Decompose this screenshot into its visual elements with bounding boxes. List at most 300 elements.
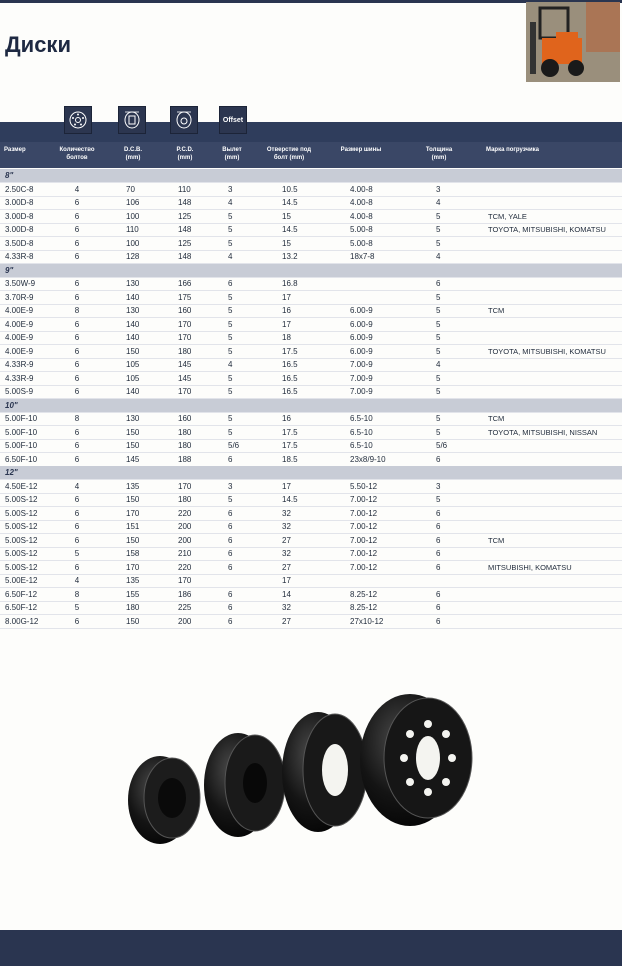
- cell-dcb: 140: [126, 319, 140, 329]
- cell-dcb: 100: [126, 211, 140, 221]
- cell-size: 3.00D-8: [5, 225, 34, 234]
- cell-size: 6.50F-12: [5, 603, 38, 612]
- cell-offset: 5: [228, 414, 233, 423]
- cell-dcb: 100: [126, 238, 140, 248]
- cell-dcb: 150: [126, 346, 140, 356]
- cell-dcb: 70: [126, 184, 135, 194]
- table-row: [0, 534, 622, 548]
- cell-offset: 5: [228, 225, 233, 234]
- header-thick: Толщина (mm): [425, 147, 453, 161]
- cell-hole: 32: [282, 549, 291, 558]
- cell-dcb: 130: [126, 414, 140, 423]
- cell-pcd: 220: [178, 508, 192, 518]
- cell-bolts: 6: [74, 211, 80, 221]
- group-header-row: [0, 466, 622, 480]
- cell-thick: 5: [436, 495, 441, 504]
- cell-bolts: 6: [74, 252, 80, 261]
- cell-offset: 5: [228, 495, 233, 504]
- cell-bolts: 5: [74, 549, 80, 558]
- cell-hole: 18: [282, 333, 291, 342]
- cell-offset: 6: [228, 549, 233, 558]
- cell-thick: 5: [436, 346, 441, 356]
- cell-hole: 15: [282, 238, 291, 248]
- cell-tire: 7.00-12: [350, 549, 378, 558]
- cell-tire: 18x7-8: [350, 252, 375, 261]
- cell-hole: 17: [282, 576, 291, 585]
- table-row: [0, 412, 622, 426]
- cell-offset: 5: [228, 292, 233, 302]
- cell-offset: 5: [228, 373, 233, 383]
- cell-offset: 5: [228, 346, 233, 356]
- cell-size: 4.33R-9: [5, 373, 34, 383]
- cell-size: 4.00E-9: [5, 319, 34, 329]
- cell-tire: 6.5-10: [350, 427, 373, 437]
- cell-bolts: 6: [74, 198, 80, 207]
- cell-size: 4.00E-9: [5, 333, 34, 342]
- table-row: [0, 372, 622, 386]
- header-offset: Вылет (mm): [222, 147, 242, 161]
- cell-tire: 23x8/9-10: [350, 454, 386, 464]
- table-row: [0, 439, 622, 453]
- cell-size: 6.50F-12: [5, 589, 38, 599]
- cell-thick: 6: [436, 562, 441, 572]
- cell-hole: 14.5: [282, 225, 298, 234]
- cell-tire: 8.25-12: [350, 603, 378, 612]
- cell-bolts: 6: [74, 562, 80, 572]
- cell-thick: 5/6: [436, 441, 448, 450]
- cell-thick: 5: [436, 292, 441, 302]
- cell-dcb: 140: [126, 333, 140, 342]
- table-row: [0, 453, 622, 467]
- cell-hole: 27: [282, 562, 291, 572]
- table-row: [0, 196, 622, 210]
- cell-pcd: 225: [178, 603, 192, 612]
- cell-dcb: 130: [126, 306, 140, 315]
- cell-tire: 5.00-8: [350, 238, 373, 248]
- center-bore-icon: [118, 106, 146, 134]
- cell-offset: 5: [228, 333, 233, 342]
- cell-offset: 5: [228, 319, 233, 329]
- cell-offset: 6: [228, 589, 233, 599]
- cell-thick: 6: [436, 454, 441, 464]
- cell-pcd: 220: [178, 562, 192, 572]
- wheels-photo: [120, 690, 510, 870]
- cell-bolts: 4: [74, 576, 80, 585]
- cell-hole: 17.5: [282, 441, 298, 450]
- table-row: [0, 520, 622, 534]
- cell-pcd: 186: [178, 589, 192, 599]
- cell-brand: TOYOTA, MITSUBISHI, NISSAN: [488, 427, 598, 437]
- cell-size: 5.00E-12: [5, 576, 38, 585]
- cell-pcd: 125: [178, 238, 192, 248]
- cell-dcb: 140: [126, 387, 140, 396]
- cell-thick: 5: [436, 414, 441, 423]
- cell-size: 5.00S-12: [5, 549, 38, 558]
- table-row: [0, 345, 622, 359]
- cell-tire: 7.00-9: [350, 360, 373, 369]
- cell-offset: 6: [228, 454, 233, 464]
- cell-tire: 7.00-9: [350, 387, 373, 396]
- cell-dcb: 105: [126, 373, 140, 383]
- cell-thick: 4: [436, 360, 441, 369]
- group-label: 10": [5, 400, 18, 410]
- cell-size: 5.00S-12: [5, 522, 38, 531]
- cell-hole: 17.5: [282, 427, 298, 437]
- cell-tire: 4.00-8: [350, 184, 373, 194]
- cell-thick: 5: [436, 306, 441, 315]
- table-row: [0, 547, 622, 561]
- cell-tire: 4.00-8: [350, 211, 373, 221]
- page-title: Диски: [5, 32, 71, 57]
- cell-thick: 6: [436, 549, 441, 558]
- cell-size: 5.00S-12: [5, 535, 38, 545]
- table-row: [0, 223, 622, 237]
- cell-bolts: 6: [74, 319, 80, 329]
- cell-pcd: 160: [178, 414, 192, 423]
- cell-dcb: 135: [126, 576, 140, 585]
- cell-hole: 32: [282, 522, 291, 531]
- cell-size: 4.50E-12: [5, 481, 38, 491]
- cell-bolts: 8: [74, 414, 80, 423]
- cell-thick: 5: [436, 238, 441, 248]
- cell-hole: 14.5: [282, 495, 298, 504]
- cell-hole: 17: [282, 319, 291, 329]
- cell-thick: 4: [436, 252, 441, 261]
- table-row: [0, 385, 622, 399]
- cell-dcb: 150: [126, 535, 140, 545]
- table-row: [0, 183, 622, 197]
- header-size: Размер: [4, 147, 26, 153]
- cell-hole: 18.5: [282, 454, 298, 464]
- cell-bolts: 6: [74, 238, 80, 248]
- table-row: [0, 210, 622, 224]
- cell-offset: 6: [228, 508, 233, 518]
- cell-dcb: 158: [126, 549, 140, 558]
- cell-bolts: 6: [74, 292, 80, 302]
- cell-dcb: 150: [126, 441, 140, 450]
- cell-dcb: 106: [126, 198, 140, 207]
- cell-bolts: 6: [74, 279, 80, 288]
- cell-tire: 5.00-8: [350, 225, 373, 234]
- cell-hole: 17.5: [282, 346, 298, 356]
- cell-offset: 5/6: [228, 441, 240, 450]
- table-row: [0, 277, 622, 291]
- cell-brand: TCM: [488, 535, 505, 545]
- cell-pcd: 200: [178, 522, 192, 531]
- cell-bolts: 6: [74, 495, 80, 504]
- cell-thick: 3: [436, 481, 441, 491]
- cell-pcd: 148: [178, 225, 192, 234]
- cell-pcd: 145: [178, 360, 192, 369]
- cell-bolts: 4: [74, 184, 80, 194]
- cell-dcb: 150: [126, 427, 140, 437]
- cell-hole: 17: [282, 292, 291, 302]
- cell-dcb: 150: [126, 616, 140, 626]
- cell-offset: 6: [228, 522, 233, 531]
- header-brand: Марка погрузчика: [486, 147, 539, 153]
- cell-tire: 27x10-12: [350, 616, 384, 626]
- cell-hole: 15: [282, 211, 291, 221]
- cell-bolts: 6: [74, 535, 80, 545]
- cell-dcb: 145: [126, 454, 140, 464]
- cell-tire: 6.5-10: [350, 441, 373, 450]
- cell-offset: 3: [228, 184, 233, 194]
- cell-hole: 16: [282, 414, 291, 423]
- cell-tire: 8.25-12: [350, 589, 378, 599]
- table-row: [0, 574, 622, 588]
- icons-band: [0, 122, 622, 142]
- table-row: [0, 507, 622, 521]
- cell-offset: 4: [228, 252, 233, 261]
- table-row: [0, 304, 622, 318]
- cell-size: 4.00E-9: [5, 346, 34, 356]
- cell-size: 5.00S-9: [5, 387, 34, 396]
- cell-offset: 6: [228, 279, 233, 288]
- cell-dcb: 155: [126, 589, 140, 599]
- bolt-pattern-icon: [64, 106, 92, 134]
- cell-size: 5.00F-10: [5, 427, 38, 437]
- table-row: [0, 426, 622, 440]
- header-pcd: P.C.D. (mm): [176, 147, 194, 161]
- cell-tire: 4.00-8: [350, 198, 373, 207]
- table-row: [0, 493, 622, 507]
- cell-pcd: 170: [178, 333, 192, 342]
- cell-hole: 16: [282, 306, 291, 315]
- cell-tire: 7.00-12: [350, 535, 378, 545]
- table-row: [0, 601, 622, 615]
- cell-bolts: 6: [74, 225, 80, 234]
- cell-size: 3.50W-9: [5, 279, 36, 288]
- group-header-row: [0, 264, 622, 278]
- cell-tire: 6.00-9: [350, 306, 373, 315]
- cell-offset: 5: [228, 387, 233, 396]
- table-row: [0, 561, 622, 575]
- cell-hole: 16.5: [282, 387, 298, 396]
- cell-pcd: 175: [178, 292, 192, 302]
- cell-pcd: 170: [178, 481, 192, 491]
- cell-thick: 5: [436, 427, 441, 437]
- group-label: 9": [5, 265, 14, 275]
- cell-tire: 5.50-12: [350, 481, 378, 491]
- table-row: [0, 615, 622, 629]
- cell-size: 4.00E-9: [5, 306, 34, 315]
- table-row: [0, 358, 622, 372]
- cell-pcd: 170: [178, 387, 192, 396]
- cell-dcb: 150: [126, 495, 140, 504]
- bottom-bar: [0, 930, 622, 966]
- cell-pcd: 200: [178, 616, 192, 626]
- cell-thick: 6: [436, 616, 441, 626]
- cell-thick: 6: [436, 603, 441, 612]
- cell-thick: 3: [436, 184, 441, 194]
- cell-thick: 5: [436, 333, 441, 342]
- cell-hole: 27: [282, 616, 291, 626]
- cell-hole: 16.8: [282, 279, 298, 288]
- header-dcb: D.C.B. (mm): [124, 147, 142, 161]
- cell-hole: 16.5: [282, 373, 298, 383]
- cell-thick: 6: [436, 522, 441, 531]
- cell-pcd: 170: [178, 319, 192, 329]
- header-bolts: Количество болтов: [59, 147, 95, 161]
- cell-offset: 6: [228, 562, 233, 572]
- cell-pcd: 166: [178, 279, 192, 288]
- cell-bolts: 6: [74, 373, 80, 383]
- cell-brand: TCM: [488, 306, 505, 315]
- cell-pcd: 145: [178, 373, 192, 383]
- cell-bolts: 6: [74, 360, 80, 369]
- offset-icon: [219, 106, 247, 134]
- cell-tire: 6.5-10: [350, 414, 373, 423]
- cell-tire: 6.00-9: [350, 333, 373, 342]
- cell-size: 6.50F-10: [5, 454, 38, 464]
- cell-pcd: 148: [178, 252, 192, 261]
- cell-pcd: 170: [178, 576, 192, 585]
- cell-size: 4.33R-8: [5, 252, 34, 261]
- cell-thick: 5: [436, 211, 441, 221]
- cell-tire: 7.00-12: [350, 508, 378, 518]
- group-header-row: [0, 399, 622, 413]
- cell-dcb: 180: [126, 603, 140, 612]
- cell-tire: 7.00-12: [350, 495, 378, 504]
- cell-hole: 14.5: [282, 198, 298, 207]
- cell-size: 5.00S-12: [5, 508, 38, 518]
- cell-bolts: 5: [74, 603, 80, 612]
- cell-dcb: 170: [126, 508, 140, 518]
- forklift-photo: [526, 2, 620, 82]
- cell-size: 5.00F-10: [5, 414, 38, 423]
- cell-bolts: 6: [74, 441, 80, 450]
- cell-bolts: 6: [74, 333, 80, 342]
- cell-hole: 32: [282, 508, 291, 518]
- group-label: 8": [5, 171, 14, 180]
- cell-size: 4.33R-9: [5, 360, 34, 369]
- cell-size: 5.00S-12: [5, 495, 38, 504]
- cell-offset: 6: [228, 535, 233, 545]
- cell-offset: 6: [228, 603, 233, 612]
- cell-dcb: 130: [126, 279, 140, 288]
- cell-pcd: 125: [178, 211, 192, 221]
- cell-offset: 5: [228, 238, 233, 248]
- cell-bolts: 6: [74, 616, 80, 626]
- cell-offset: 4: [228, 198, 233, 207]
- cell-size: 3.50D-8: [5, 238, 34, 248]
- cell-bolts: 4: [74, 481, 80, 491]
- cell-bolts: 6: [74, 346, 80, 356]
- cell-brand: TCM, YALE: [488, 211, 527, 221]
- cell-pcd: 148: [178, 198, 192, 207]
- cell-dcb: 128: [126, 252, 140, 261]
- table-row: [0, 237, 622, 251]
- table-row: [0, 291, 622, 305]
- cell-dcb: 170: [126, 562, 140, 572]
- cell-hole: 17: [282, 481, 291, 491]
- cell-size: 5.00F-10: [5, 441, 38, 450]
- cell-tire: 7.00-12: [350, 562, 378, 572]
- cell-offset: 5: [228, 211, 233, 221]
- cell-dcb: 140: [126, 292, 140, 302]
- cell-tire: 6.00-9: [350, 346, 373, 356]
- table-row: [0, 250, 622, 264]
- cell-hole: 13.2: [282, 252, 298, 261]
- cell-thick: 5: [436, 319, 441, 329]
- group-label: 12": [5, 468, 18, 477]
- cell-bolts: 6: [74, 508, 80, 518]
- cell-hole: 16.5: [282, 360, 298, 369]
- cell-hole: 10.5: [282, 184, 298, 194]
- cell-thick: 6: [436, 535, 441, 545]
- cell-dcb: 110: [126, 225, 139, 234]
- cell-bolts: 8: [74, 306, 80, 315]
- cell-pcd: 110: [178, 184, 191, 194]
- group-header-row: [0, 169, 622, 183]
- cell-brand: TCM: [488, 414, 505, 423]
- cell-offset: 4: [228, 360, 233, 369]
- cell-thick: 6: [436, 508, 441, 518]
- cell-pcd: 180: [178, 346, 192, 356]
- cell-bolts: 8: [74, 589, 80, 599]
- cell-offset: 6: [228, 616, 233, 626]
- pcd-icon: [170, 106, 198, 134]
- cell-tire: 7.00-12: [350, 522, 378, 531]
- cell-pcd: 200: [178, 535, 192, 545]
- cell-hole: 32: [282, 603, 291, 612]
- cell-thick: 6: [436, 279, 441, 288]
- cell-pcd: 180: [178, 495, 192, 504]
- cell-pcd: 160: [178, 306, 192, 315]
- cell-tire: 6.00-9: [350, 319, 373, 329]
- table-row: [0, 331, 622, 345]
- cell-bolts: 6: [74, 427, 80, 437]
- cell-size: 3.00D-8: [5, 198, 34, 207]
- cell-hole: 14: [282, 589, 291, 599]
- offset-icon-label: Offset: [222, 116, 244, 124]
- cell-pcd: 188: [178, 454, 192, 464]
- cell-hole: 27: [282, 535, 291, 545]
- cell-offset: 5: [228, 306, 233, 315]
- cell-brand: TOYOTA, MITSUBISHI, KOMATSU: [488, 346, 606, 356]
- cell-dcb: 151: [126, 522, 140, 531]
- cell-thick: 5: [436, 387, 441, 396]
- cell-thick: 6: [436, 589, 441, 599]
- cell-size: 2.50C-8: [5, 184, 34, 194]
- cell-thick: 5: [436, 373, 441, 383]
- cell-offset: 3: [228, 481, 233, 491]
- cell-bolts: 6: [74, 522, 80, 531]
- cell-size: 3.00D-8: [5, 211, 34, 221]
- cell-thick: 5: [436, 225, 441, 234]
- cell-size: 3.70R-9: [5, 292, 34, 302]
- cell-thick: 4: [436, 198, 441, 207]
- cell-pcd: 180: [178, 441, 192, 450]
- cell-pcd: 210: [178, 549, 192, 558]
- cell-offset: 5: [228, 427, 233, 437]
- header-hole: Отверстие под болт (mm): [266, 147, 312, 161]
- header-tire: Размер шины: [340, 147, 382, 153]
- cell-dcb: 135: [126, 481, 140, 491]
- cell-size: 8.00G-12: [5, 616, 39, 626]
- cell-dcb: 105: [126, 360, 140, 369]
- cell-bolts: 6: [74, 387, 80, 396]
- cell-pcd: 180: [178, 427, 192, 437]
- cell-tire: 7.00-9: [350, 373, 373, 383]
- cell-brand: TOYOTA, MITSUBISHI, KOMATSU: [488, 225, 606, 234]
- table-row: [0, 318, 622, 332]
- cell-brand: MITSUBISHI, KOMATSU: [488, 562, 572, 572]
- cell-bolts: 6: [74, 454, 80, 464]
- table-row: [0, 480, 622, 494]
- table-row: [0, 588, 622, 602]
- cell-size: 5.00S-12: [5, 562, 38, 572]
